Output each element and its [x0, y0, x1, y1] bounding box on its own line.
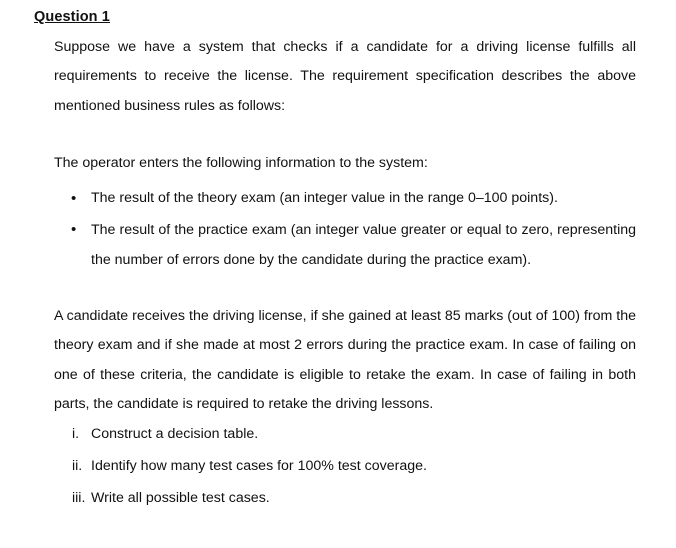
task-text: Identify how many test cases for 100% test coverage.	[91, 458, 427, 474]
bullet-item	[0, 216, 676, 275]
bullet-text-practice: The result of the practice exam (an integer value greater or equal to zero, representing the number of errors done by the candidate during the practice exam).	[91, 222, 636, 268]
task-item	[0, 453, 676, 485]
task-item	[0, 421, 676, 453]
task-text: Write all possible test cases.	[91, 490, 270, 506]
task-text: Construct a decision table.	[91, 426, 259, 442]
task-number: iii.	[72, 490, 86, 506]
bullet-icon: •	[71, 190, 77, 207]
bullet-text-theory: The result of the theory exam (an integer value in the range 0–100 points).	[91, 190, 558, 206]
rules-paragraph: A candidate receives the driving license, if she gained at least 85 marks (out of 100) from the theory exam and if she made at most 2 errors during the practice exam. In case of failing on one of these criteria, the candidate is eligible to retake the exam. In case of failing in both parts, the candidate is required to retake the driving lessons.	[54, 308, 636, 412]
task-item	[0, 485, 676, 517]
bullet-item	[0, 185, 676, 212]
input-bullet-list	[0, 185, 676, 275]
question-heading: Question 1	[34, 9, 110, 25]
task-number: ii.	[72, 458, 83, 474]
task-list	[0, 421, 676, 517]
task-number: i.	[72, 426, 80, 442]
bullet-icon: •	[71, 221, 77, 238]
intro-paragraph: Suppose we have a system that checks if a candidate for a driving license fulfills all requirements to receive the license. The requirement specification describes the above mentioned business rules as follows:	[54, 39, 636, 114]
operator-paragraph: The operator enters the following information to the system:	[54, 155, 428, 171]
